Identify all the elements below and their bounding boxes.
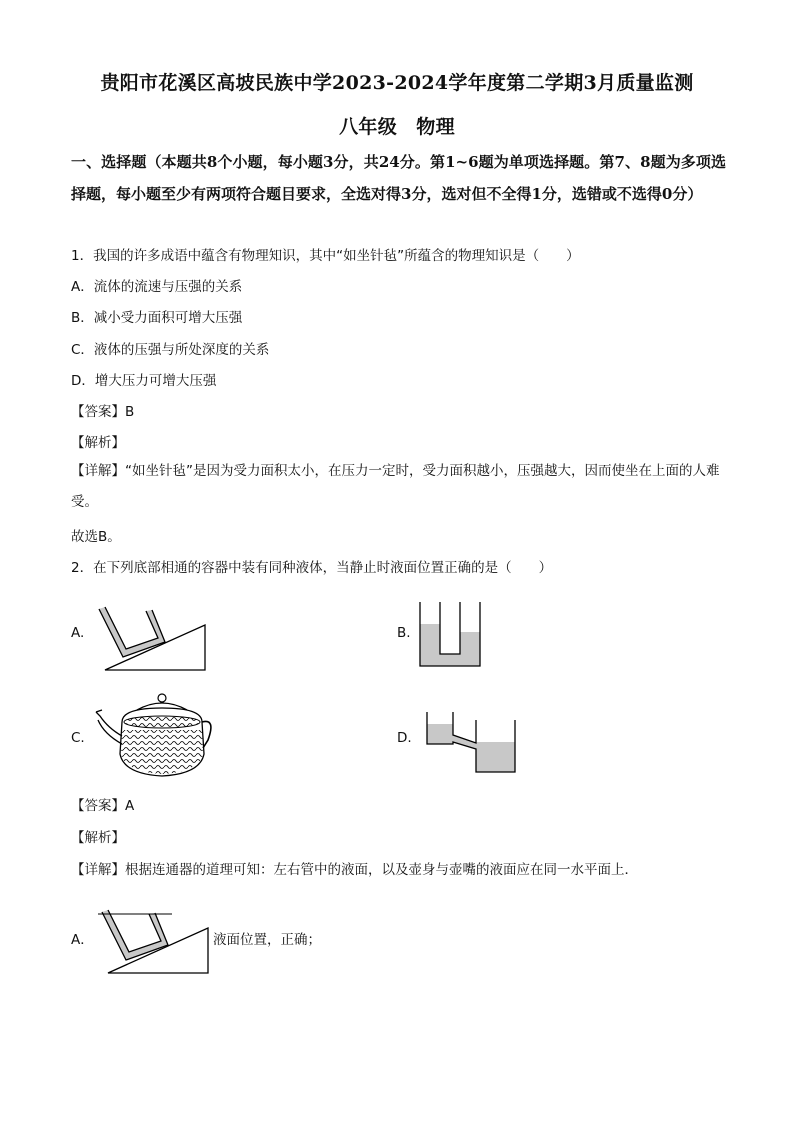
q1-stem: 1．我国的许多成语中蕴含有物理知识，其中“如坐针毡”所蕴含的物理知识是（ ） (71, 248, 580, 264)
section-heading: 一、选择题（本题共8个小题，每小题3分，共24分。第1~6题为单项选择题。第7、8题为多项选择题，每小题至少有两项符合题目要求，全选对得3分，选对但不全得1分，选错或不选得0分） (71, 153, 726, 203)
q1-option-b: B．减小受力面积可增大压强 (71, 310, 243, 326)
exam-subtitle: 八年级 物理 (339, 116, 455, 138)
q2-option-c-label: C. (71, 730, 85, 746)
q1-option-c: C．液体的压强与所处深度的关系 (71, 342, 270, 358)
q2-option-a-diagram (95, 595, 210, 675)
q1-option-a: A．流体的流速与压强的关系 (71, 279, 243, 295)
q2-answer: 【答案】A (71, 798, 135, 814)
q2-detail-a-diagram (98, 898, 213, 978)
q2-option-a-label: A. (71, 625, 85, 641)
q2-detail-a-label: A． (71, 932, 94, 948)
q2-option-b-diagram (418, 602, 483, 670)
q2-option-d-label: D. (397, 730, 412, 746)
q2-detail: 【详解】根据连通器的道理可知：左右管中的液面，以及壶身与壶嘴的液面应在同一水平面上． (71, 862, 638, 878)
q1-detail: 【详解】“如坐针毡”是因为受力面积太小，在压力一定时，受力面积越小，压强越大，因而使坐在上面的人难受。 (71, 463, 720, 510)
q2-option-d-diagram (426, 712, 518, 774)
q1-option-d: D．增大压力可增大压强 (71, 373, 217, 389)
q2-option-c-diagram (92, 692, 212, 782)
exam-title: 贵阳市花溪区高坡民族中学2023-2024学年度第二学期3月质量监测 (100, 72, 694, 94)
q2-stem: 2．在下列底部相通的容器中装有同种液体，当静止时液面位置正确的是（ ） (71, 560, 553, 576)
q1-analysis: 【解析】 (71, 435, 125, 451)
q2-detail-a-text: 液面位置，正确； (213, 932, 321, 948)
q1-conclusion: 故选B。 (71, 529, 121, 545)
q2-analysis: 【解析】 (71, 830, 125, 846)
q1-answer: 【答案】B (71, 404, 135, 420)
q2-option-b-label: B. (397, 625, 411, 641)
